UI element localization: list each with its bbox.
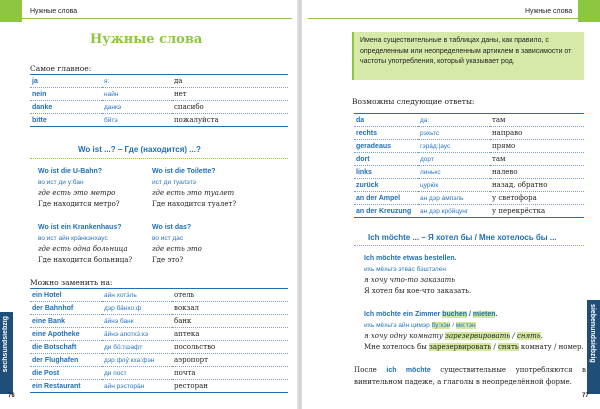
example-block: Ich möchte etwas bestellen. ихь мёхьтэ этвас бэштэлен я хочу что-то заказать Я хотел бы кое-что заказать. — [364, 255, 472, 295]
grammar-note: Имена существительные в таблицах даны, как правило, с определенным или неопределенным артиклем в зависимости от частоты употребления, который указывает род. — [352, 32, 584, 80]
corner-accent — [578, 0, 600, 22]
replace-label: Можно заменить на: — [30, 278, 113, 287]
answers-table — [354, 113, 584, 218]
section-divider — [354, 245, 584, 246]
table-row: der Flughafen дэр флу́:кха:фэн аэропорт — [30, 354, 288, 367]
table-row: bitte бйтэ пожалуйста — [30, 114, 288, 127]
table-row: zurück цурю́к назад, обратно — [354, 179, 584, 192]
table-row: ja я: да — [30, 75, 288, 88]
right-page — [302, 0, 600, 409]
section-divider — [30, 158, 288, 159]
table-row: links линькс налево — [354, 166, 584, 179]
moechte-heading: Ich möchte ... – Я хотел бы / Мне хотелось бы ... — [368, 233, 557, 242]
running-head: Нужные слова — [30, 8, 78, 15]
table-row: danke данкэ спасибо — [30, 101, 288, 114]
running-head: Нужные слова — [525, 8, 573, 15]
table-row: da да: там — [354, 114, 584, 127]
page-title: Нужные слова — [90, 32, 203, 47]
question-block: Wo ist das? во ист дас где есть это Где это? — [152, 224, 202, 264]
closing-paragraph: После ich möchte существительные употребляются в винительном падеже, а глаголы в неопределённой форме. — [354, 366, 587, 386]
page-number: 77 — [582, 393, 589, 399]
answers-label: Возможны следующие ответы: — [352, 97, 475, 106]
basics-table — [30, 74, 288, 127]
header-rule — [22, 18, 292, 19]
side-tab-label: siebenundsiebzig — [589, 304, 596, 363]
question-block: Wo ist ein Krankenhaus? во ист айн крáнкэнхаус где есть одна больница Где находится больница? — [38, 224, 133, 264]
table-row: dort дорт там — [354, 153, 584, 166]
header-rule — [308, 18, 578, 19]
table-row: die Post ди пост почта — [30, 367, 288, 380]
wo-ist-heading: Wo ist ...? – Где (находится) ...? — [78, 145, 201, 154]
table-row: geradeaus гэрáд:|аус прямо — [354, 140, 584, 153]
corner-accent — [0, 0, 22, 22]
table-row: ein Restaurant айн рэсторáн ресторан — [30, 380, 288, 393]
question-block: Wo ist die U-Bahn? во ист ди у:бан где есть это метро Где находится метро? — [38, 168, 120, 208]
table-row: die Botschaft ди бо́:тшафт посольство — [30, 341, 288, 354]
side-tab-label: sechsundsiebzig — [2, 316, 9, 373]
intro-label: Самое главное: — [30, 64, 92, 73]
left-page — [0, 0, 298, 409]
table-row: eine Apotheke а́йнэ апотхэ́:кэ аптека — [30, 328, 288, 341]
table-row: rechts рэхьтс направо — [354, 127, 584, 140]
table-row: nein найн нет — [30, 88, 288, 101]
page-number: 76 — [8, 393, 15, 399]
table-row: ein Hotel айн хотэ́ль отель — [30, 289, 288, 302]
question-block: Wo ist die Toilette? ист ди туалэтэ где есть это туалет Где находится туалет? — [152, 168, 237, 208]
table-row: an der Ampel ан дэр áмпэль у светофора — [354, 192, 584, 205]
table-row: an der Kreuzung ан дэр кро́йцунг у перекрёстка — [354, 205, 584, 218]
places-table — [30, 288, 288, 393]
table-row: der Bahnhof дэр ба́нхо:ф вокзал — [30, 302, 288, 315]
example-block: Ich möchte ein Zimmer buchen / mieten. ихь мёхьтэ айн цимэр бу:хэн / ми:тэн я хочу одну комнату зарезервировать / снять. Мне хотелось бы зарезервировать / снять комнату / номер. — [364, 311, 584, 351]
table-row: eine Bank а́йнэ банк банк — [30, 315, 288, 328]
